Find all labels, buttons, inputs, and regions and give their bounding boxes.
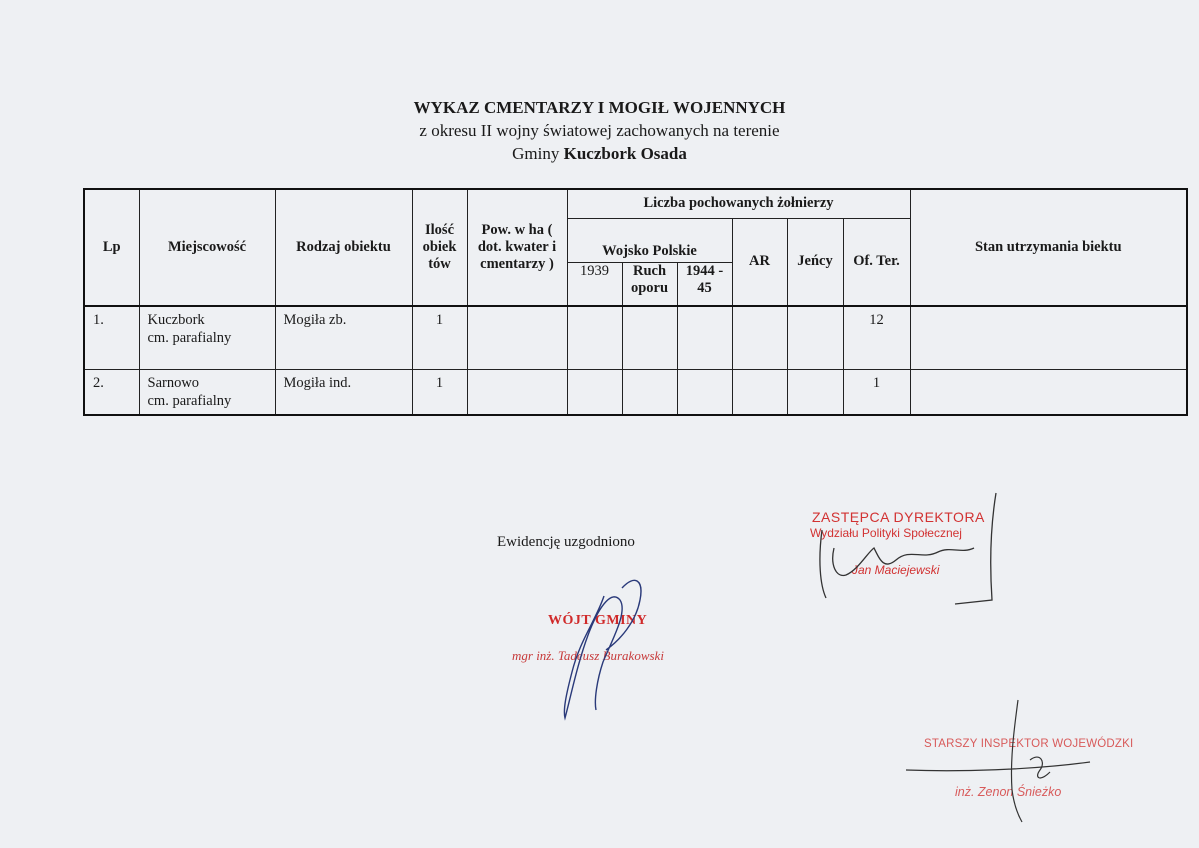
document-title: WYKAZ CMENTARZY I MOGIŁ WOJENNYCH (413, 98, 786, 117)
header-ar: AR (732, 218, 787, 306)
cell-rodzaj: Mogiła zb. (275, 306, 412, 370)
document-municipality (0, 144, 1199, 164)
header-wojsko-polskie: Wojsko Polskie (567, 218, 732, 262)
cemetery-register-table (83, 188, 1188, 416)
header-ruch-oporu: Ruch oporu (622, 262, 677, 306)
cell-of-ter: 1 (843, 370, 910, 416)
cell-jency (787, 370, 843, 416)
cell-1939 (567, 370, 622, 416)
deputy-director-stamp-title: ZASTĘPCA DYREKTORA (812, 509, 985, 525)
cell-ilosc: 1 (412, 306, 467, 370)
header-liczba-pochowanych: Liczba pochowanych żołnierzy (567, 189, 910, 218)
cell-of-ter: 12 (843, 306, 910, 370)
header-1944-45: 1944 - 45 (677, 262, 732, 306)
cell-1939 (567, 306, 622, 370)
document-subtitle: z okresu II wojny światowej zachowanych na terenie (419, 121, 780, 140)
table-row (84, 370, 1187, 416)
cell-miejscowosc (139, 370, 275, 416)
header-ilosc-obiektow: Ilość obiek tów (412, 189, 467, 306)
inspector-stamp-title: STARSZY INSPEKTOR WOJEWÓDZKI (924, 738, 1134, 750)
cell-stan (910, 370, 1187, 416)
municipality-name: Kuczbork Osada (563, 144, 687, 163)
place-name: Kuczbork (147, 312, 205, 328)
place-detail: cm. parafialny (147, 330, 232, 346)
cell-pow (467, 306, 567, 370)
cell-ar (732, 370, 787, 416)
place-name: Sarnowo (147, 375, 200, 391)
cell-miejscowosc (139, 306, 275, 370)
header-of-ter: Of. Ter. (843, 218, 910, 306)
wojt-stamp-title: WÓJT GMINY (548, 613, 648, 628)
header-miejscowosc: Miejscowość (139, 189, 275, 306)
wojt-stamp-name: mgr inż. Tadeusz Burakowski (512, 648, 664, 663)
cell-stan (910, 306, 1187, 370)
table-row (84, 306, 1187, 370)
header-stan-utrzymania: Stan utrzymania biektu (910, 189, 1187, 306)
header-1939: 1939 (567, 262, 622, 306)
deputy-director-stamp-name: Jan Maciejewski (852, 563, 940, 577)
cell-rodzaj: Mogiła ind. (275, 370, 412, 416)
place-detail: cm. parafialny (147, 393, 232, 409)
deputy-director-stamp-department: Wydziału Polityki Społecznej (810, 526, 962, 540)
cell-ruch-oporu (622, 370, 677, 416)
cell-lp: 1. (84, 306, 139, 370)
municipality-prefix: Gminy (512, 144, 564, 163)
cell-ruch-oporu (622, 306, 677, 370)
inspector-stamp-name: inż. Zenon Śnieżko (955, 785, 1062, 799)
cell-ilosc: 1 (412, 370, 467, 416)
header-jency: Jeńcy (787, 218, 843, 306)
header-lp: Lp (84, 189, 139, 306)
cell-jency (787, 306, 843, 370)
cell-1944-45 (677, 370, 732, 416)
agreement-note: Ewidencję uzgodniono (497, 534, 635, 550)
table-header (84, 189, 1187, 306)
cell-ar (732, 306, 787, 370)
header-powierzchnia: Pow. w ha ( dot. kwater i cmentarzy ) (467, 189, 567, 306)
cell-pow (467, 370, 567, 416)
header-rodzaj-obiektu: Rodzaj obiektu (275, 189, 412, 306)
cell-1944-45 (677, 306, 732, 370)
inspector-signature (906, 700, 1090, 822)
cell-lp: 2. (84, 370, 139, 416)
